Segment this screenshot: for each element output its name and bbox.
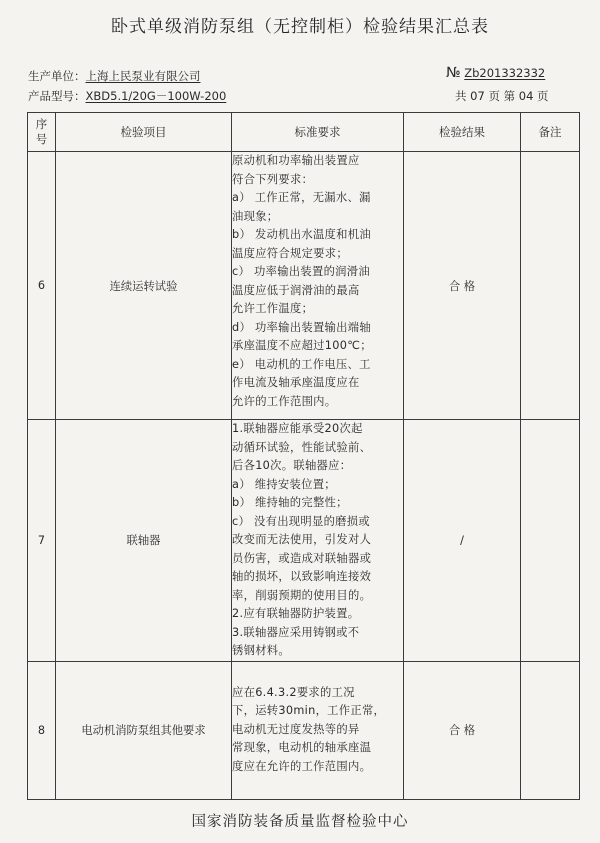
table-row <box>28 420 580 662</box>
requirement-line: 后各10次。联轴器应： <box>232 459 352 472</box>
report-number-value: Zb201332332 <box>464 66 546 80</box>
row-item: 联轴器 <box>56 420 232 662</box>
requirement-line: 锈钢材料。 <box>232 644 290 657</box>
requirement-line: 电动机无过度发热等的异 <box>232 722 360 736</box>
requirement-line: 油现象； <box>232 209 279 223</box>
row-item: 电动机消防泵组其他要求 <box>56 661 232 799</box>
table-row <box>28 152 580 420</box>
requirement-line: c） 没有出现明显的磨损或 <box>232 514 370 528</box>
row-requirements <box>232 152 404 420</box>
row-remark <box>521 152 580 420</box>
header-seq-line1: 序 <box>35 117 48 131</box>
inspection-results-table <box>27 112 580 800</box>
requirement-line: 常现象，电动机的轴承座温 <box>232 741 372 755</box>
requirement-line: 允许的工作范围内。 <box>232 394 337 408</box>
model-line <box>28 88 226 104</box>
header-remark: 备注 <box>521 113 580 152</box>
row-requirements <box>232 661 404 799</box>
requirement-line: 1.联轴器应能承受20次起 <box>232 422 363 435</box>
requirement-line: 轴的损坏，以致影响连接效 <box>232 570 372 583</box>
requirement-line: 应在6.4.3.2要求的工况 <box>232 685 355 699</box>
page-info: 共 07 页 第 04 页 <box>455 89 549 103</box>
row-seq: 6 <box>28 152 56 420</box>
row-seq: 7 <box>28 420 56 662</box>
manufacturer-label: 生产单位： <box>28 69 86 83</box>
header-seq <box>28 113 56 152</box>
requirement-line: 允许工作温度； <box>232 302 314 315</box>
header-result: 检验结果 <box>404 113 521 152</box>
row-requirements <box>232 420 404 662</box>
requirement-line: c） 功率输出装置的润滑油 <box>232 265 370 278</box>
requirement-line: 度应在允许的工作范围内。 <box>232 759 372 773</box>
row-remark <box>521 661 580 799</box>
header-standard: 标准要求 <box>232 113 404 152</box>
header-item: 检验项目 <box>56 113 232 152</box>
header-seq-line2: 号 <box>35 132 48 146</box>
requirement-line: 温度应符合规定要求； <box>232 246 348 260</box>
requirement-line: a） 维持安装位置； <box>232 477 336 491</box>
row-result: 合 格 <box>404 661 521 799</box>
requirement-line: 动循环试验，性能试验前、 <box>232 440 372 454</box>
requirement-line: 3.联轴器应采用铸钢或不 <box>232 625 360 639</box>
row-result: / <box>404 420 521 662</box>
table-header-row <box>28 113 580 152</box>
requirement-line: d） 功率输出装置输出端轴 <box>232 320 371 334</box>
requirement-line: 承座温度不应超过100℃； <box>232 339 372 352</box>
number-sign: № <box>446 65 461 81</box>
requirement-line: 下，运转30min，工作正常， <box>232 704 386 718</box>
requirement-line: 员伤害，或造成对联轴器或 <box>232 551 372 565</box>
row-result: 合 格 <box>404 152 521 420</box>
row-seq: 8 <box>28 661 56 799</box>
manufacturer-value: 上海上民泵业有限公司 <box>85 69 201 83</box>
document-title: 卧式单级消防泵组（无控制柜）检验结果汇总表 <box>111 17 489 37</box>
requirement-line: 率，削弱预期的使用目的。 <box>232 588 372 602</box>
requirement-line: 原动机和功率输出装置应 <box>232 154 360 167</box>
manufacturer-line <box>28 68 201 84</box>
requirement-line: b） 维持轴的完整性； <box>232 496 348 509</box>
report-number <box>446 65 545 81</box>
requirement-line: 温度应低于润滑油的最高 <box>232 283 360 297</box>
requirement-line: 符合下列要求： <box>232 172 314 186</box>
row-remark <box>521 420 580 662</box>
row-item: 连续运转试验 <box>56 152 232 420</box>
requirement-line: 作电流及轴承座温度应在 <box>232 376 360 389</box>
model-label: 产品型号： <box>28 89 86 103</box>
issuing-organization: 国家消防装备质量监督检验中心 <box>191 814 409 830</box>
requirement-line: b） 发动机出水温度和机油 <box>232 228 371 241</box>
table-row <box>28 661 580 799</box>
requirement-line: e） 电动机的工作电压、工 <box>232 357 371 371</box>
requirement-line: 改变而无法使用，引发对人 <box>232 533 372 546</box>
model-value: XBD5.1/20G－100W-200 <box>85 89 227 103</box>
requirement-line: 2.应有联轴器防护装置。 <box>232 607 360 620</box>
requirement-line: a） 工作正常，无漏水、漏 <box>232 191 371 204</box>
